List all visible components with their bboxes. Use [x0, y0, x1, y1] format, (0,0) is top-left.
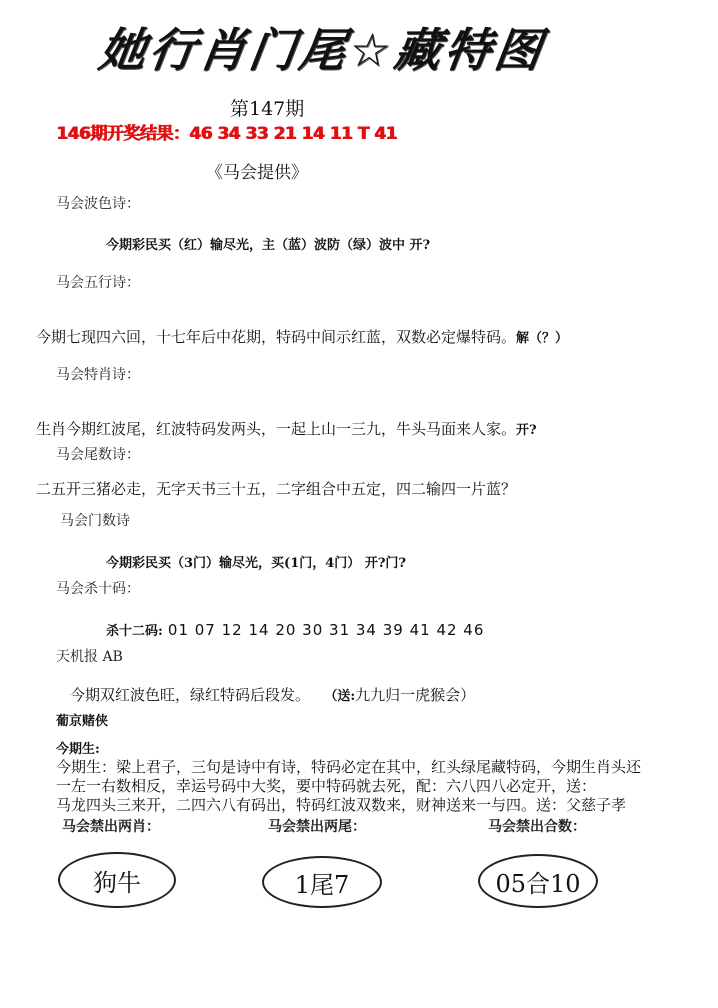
- issue-number: 第147期: [230, 98, 305, 120]
- door-label: 马会门数诗: [60, 513, 130, 529]
- kill-line: [106, 620, 484, 639]
- tianji-label: 天机报 AB: [56, 649, 123, 665]
- today-line-1: 今期生：梁上君子，三句是诗中有诗，特码必定在其中，红头绿尾藏特码，今期生肖头还: [56, 758, 642, 776]
- page-title: 她行肖门尾☆藏特图: [95, 23, 549, 77]
- tianji-text: [70, 684, 475, 705]
- previous-result: [56, 119, 397, 144]
- tianji-send: （送:: [324, 689, 356, 704]
- wave-color-label: 马会波色诗：: [56, 196, 140, 212]
- ban-tail-value: 1尾7: [294, 870, 350, 899]
- ban-zodiac-ellipse: [58, 852, 176, 908]
- result-numbers: 46 34 33 21 14 11 T 41: [189, 124, 397, 144]
- result-prefix: 146期开奖结果：: [56, 124, 189, 144]
- ban-zodiac-label: 马会禁出两肖：: [62, 819, 160, 835]
- kill-label: 马会杀十码：: [56, 581, 140, 597]
- zodiac-text: [36, 418, 537, 439]
- provider-label: 《马会提供》: [206, 163, 308, 183]
- today-label: 今期生:: [56, 742, 100, 757]
- today-line-3: 马龙四头三来开，二四六八有码出，特码红波双数来，财神送来一与四。送：父慈子孝: [56, 796, 627, 814]
- today-line-2: 一左一右数相反，幸运号码中大奖，要中特码就去死，配：六八四八必定开，送：: [56, 777, 597, 795]
- ban-combo-label: 马会禁出合数：: [488, 819, 586, 835]
- tianji-send-text: 九九归一虎猴会）: [355, 686, 476, 704]
- ban-combo-ellipse: [478, 854, 598, 908]
- kill-prefix: 杀十二码:: [106, 624, 163, 639]
- ban-tail-ellipse: [262, 856, 382, 908]
- zodiac-poem: 生肖今期红波尾，红波特码发两头，一起上山一三九，牛头马面来人家。: [36, 420, 517, 438]
- wave-color-text: 今期彩民买（红）输尽光，主（蓝）波防（绿）波中 开?: [106, 238, 431, 253]
- ban-tail-label: 马会禁出两尾：: [268, 819, 366, 835]
- five-elements-text: [36, 326, 568, 347]
- zodiac-label: 马会特肖诗：: [56, 367, 140, 383]
- tianji-poem: 今期双红波色旺，绿红特码后段发。: [70, 686, 311, 704]
- ban-zodiac-value: 狗牛: [93, 868, 141, 897]
- gambler-label: 葡京赌侠: [56, 714, 109, 729]
- tail-text: 二五开三猪必走，无字天书三十五，二字组合中五定，四二输四一片蓝？: [36, 480, 517, 498]
- tail-label: 马会尾数诗：: [56, 447, 140, 463]
- ban-combo-value: 05合10: [495, 869, 581, 898]
- zodiac-tail: 开?: [516, 423, 537, 438]
- five-elements-poem: 今期七现四六回，十七年后中花期，特码中间示红蓝，双数必定爆特码。: [36, 328, 517, 346]
- door-text: 今期彩民买（3门）输尽光，买(1门，4门） 开?门?: [106, 556, 407, 571]
- kill-numbers: 01 07 12 14 20 30 31 34 39 41 42 46: [167, 621, 485, 639]
- five-elements-label: 马会五行诗：: [56, 275, 140, 291]
- five-elements-tail: 解（？）: [516, 331, 569, 346]
